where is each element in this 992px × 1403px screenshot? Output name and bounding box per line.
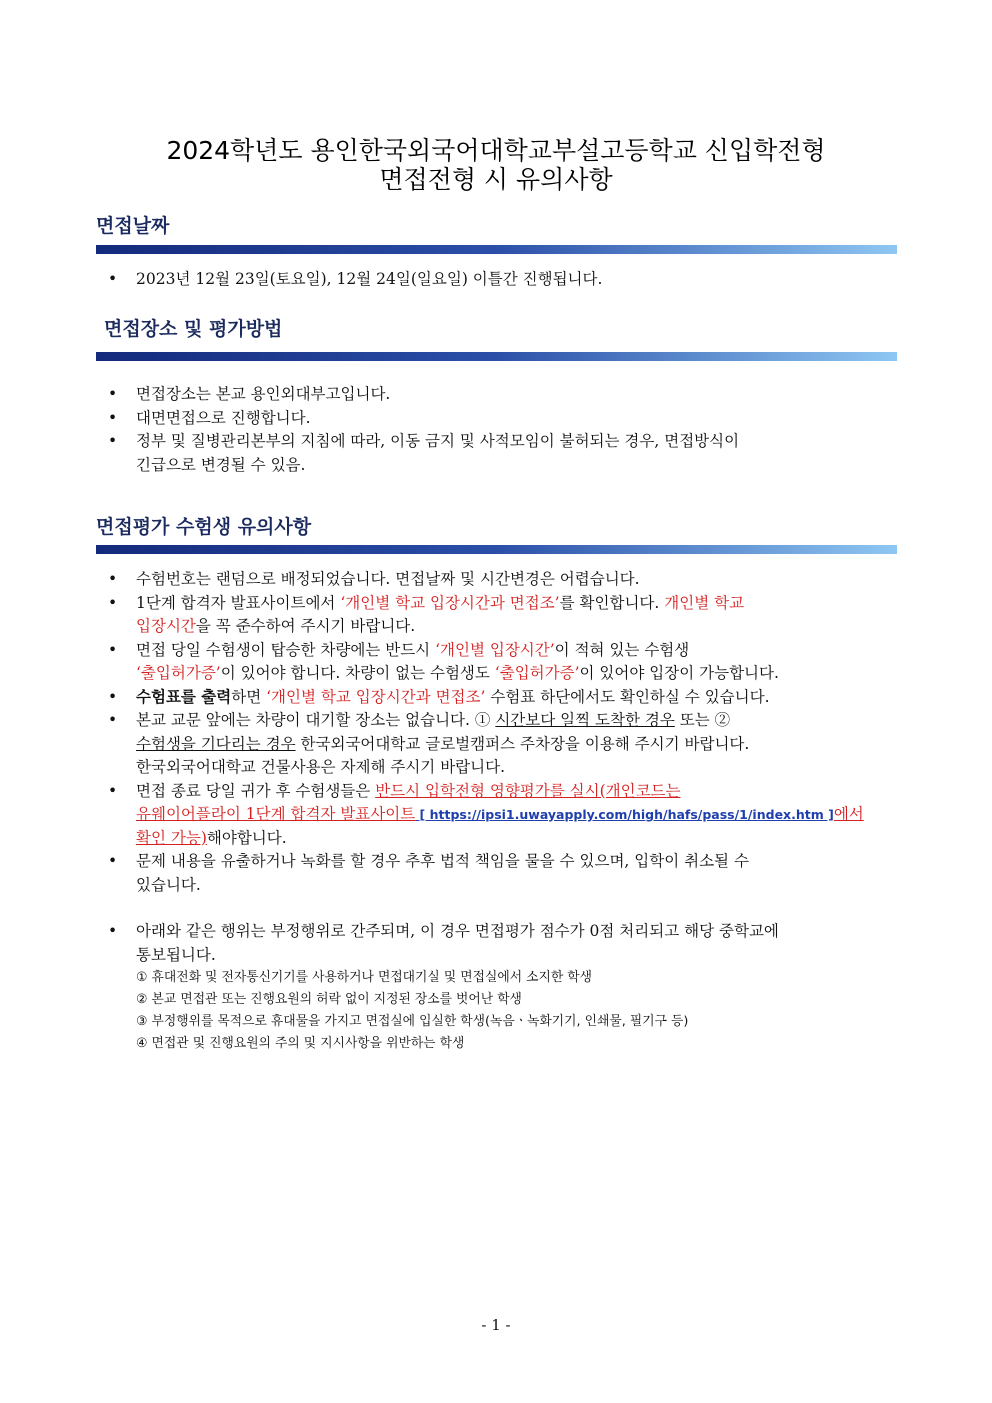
location-method-list	[108, 383, 908, 477]
list-item: • 아래와 같은 행위는 부정행위로 간주되며, 이 경우 면접평가 점수가 0점 처리되고 해당 중학교에 통보됩니다.	[108, 922, 779, 964]
sub-item: ③ 부정행위를 목적으로 휴대물을 가지고 면접실에 입실한 학생(녹음ㆍ녹화기기, 인쇄물, 필기구 등)	[136, 1014, 689, 1029]
list-item: • 1단계 합격자 발표사이트에서 ‘개인별 학교 입장시간과 면접조’를 확인합니다. 개인별 학교 입장시간을 꼭 준수하여 주시기 바랍니다.	[108, 593, 745, 635]
section-heading-candidate-notes: 면접평가 수험생 유의사항	[96, 516, 312, 538]
section-heading-location-method: 면접장소 및 평가방법	[104, 318, 283, 340]
section-divider-bar	[96, 545, 897, 554]
list-item: • 면접 당일 수험생이 탑승한 차량에는 반드시 ‘개인별 입장시간’이 적혀 있는 수험생 ‘출입허가증’이 있어야 합니다. 차량이 없는 수험생도 ‘출입허가증’이 있어야 입장이 가능합니다.	[108, 640, 779, 682]
document-title-line2: 면접전형 시 유의사항	[379, 165, 613, 194]
section-heading-interview-date: 면접날짜	[96, 215, 170, 237]
document-title-line1: 2024학년도 용인한국외국어대학교부설고등학교 신입학전형	[166, 136, 826, 165]
list-item: • 본교 교문 앞에는 차량이 대기할 장소는 없습니다. ① 시간보다 일찍 도착한 경우 또는 ② 수험생을 기다리는 경우 한국외국어대학교 글로벌캠퍼스 주차장을 이용해 주시기 바랍니다. 한국외국어대학교 건물사용은 자제해 주시기 바랍니다.	[108, 711, 750, 776]
sub-item: ④ 면접관 및 진행요원의 주의 및 지시사항을 위반하는 학생	[136, 1036, 465, 1051]
sub-item: ② 본교 면접관 또는 진행요원의 허락 없이 지정된 장소를 벗어난 학생	[136, 992, 522, 1007]
list-item: • 정부 및 질병관리본부의 지침에 따라, 이동 금지 및 사적모임이 불허되는 경우, 면접방식이 긴급으로 변경될 수 있음.	[108, 432, 740, 474]
list-item: • 2023년 12월 23일(토요일), 12월 24일(일요일) 이틀간 진행됩니다.	[108, 270, 603, 288]
list-item: • 대면면접으로 진행합니다.	[108, 408, 311, 427]
list-item: • 면접 종료 당일 귀가 후 수험생들은 반드시 입학전형 영향평가를 실시(개인코드는 유웨이어플라이 1단계 합격자 발표사이트 [ https://ipsi1.uwayapply.com/high/hafs/pass/1/index.htm ]에서 확인 가능)해야합니다.	[108, 781, 864, 847]
list-item: • 수험번호는 랜덤으로 배정되었습니다. 면접날짜 및 시간변경은 어렵습니다.	[108, 570, 640, 588]
page-number: - 1 -	[481, 1316, 511, 1334]
interview-date-list	[108, 268, 908, 292]
section-divider-bar	[96, 245, 897, 254]
list-item: • 면접장소는 본교 용인외대부고입니다.	[108, 385, 391, 403]
pass-site-link[interactable]: [ https://ipsi1.uwayapply.com/high/hafs/pass/1/index.htm ]	[415, 807, 834, 822]
candidate-notes-list	[108, 568, 908, 1055]
sub-item: ① 휴대전화 및 전자통신기기를 사용하거나 면접대기실 및 면접실에서 소지한 학생	[136, 970, 593, 985]
list-item: • 문제 내용을 유출하거나 녹화를 할 경우 추후 법적 책임을 물을 수 있으며, 입학이 취소될 수 있습니다.	[108, 852, 749, 894]
list-item: • 수험표를 출력하면 ‘개인별 학교 입장시간과 면접조’ 수험표 하단에서도 확인하실 수 있습니다.	[108, 687, 770, 706]
section-divider-bar	[96, 352, 897, 361]
